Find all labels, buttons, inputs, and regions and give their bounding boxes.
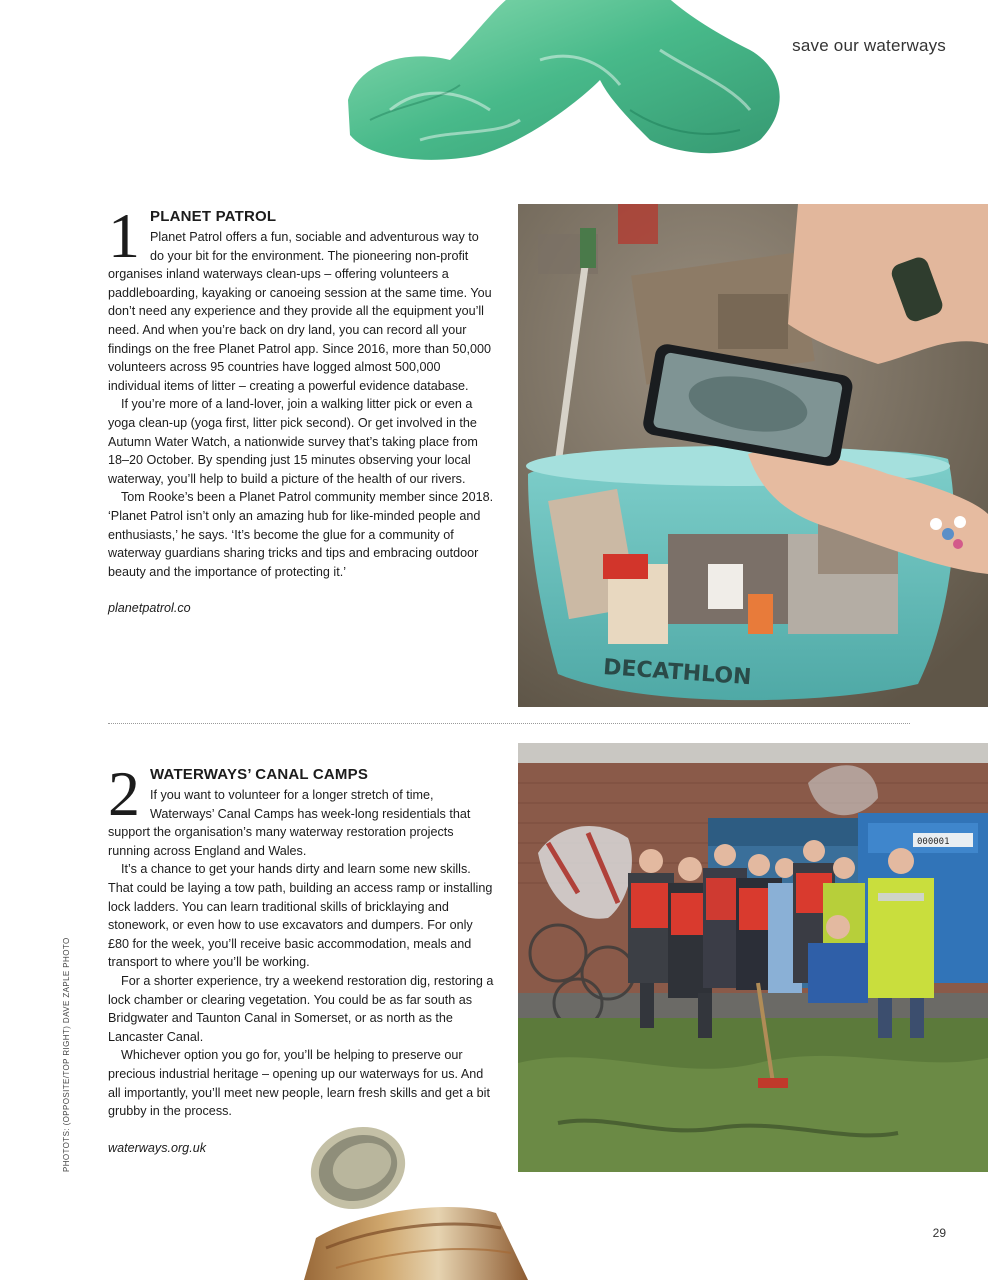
article-number: 2 (108, 758, 140, 829)
article-paragraph: Tom Rooke’s been a Planet Patrol community member since 2018. ‘Planet Patrol isn’t only an amazing hub for like-minded people and enthusiasts,’ he says. ‘It’s become the glue for a community of waterway guardians sharing tricks and tips and embracing outdoor beauty and the importance of protecting it.’ (108, 490, 494, 579)
article-link[interactable]: planetpatrol.co (108, 601, 191, 616)
section-label: save our waterways (792, 36, 946, 55)
article-heading: PLANET PATROL (150, 208, 277, 225)
article-paragraph: Whichever option you go for, you’ll be helping to preserve our precious industrial heritage – opening up our waterways for us. And all importantly, you’ll meet new people, learn fresh skills and get a bit grubby in the process. (108, 1048, 490, 1119)
volunteer-group-photo (518, 743, 988, 1172)
plastic-bag-image (330, 0, 800, 175)
photo-credit: PHOTOTS: (OPPOSITE/TOP RIGHT) DAVE ZAPLE PHOTO (62, 937, 71, 1172)
article-paragraph: It’s a chance to get your hands dirty and learn some new skills. That could be laying a tow path, building an access ramp or installing lock ladders. You can learn traditional skills of bricklaying and stonework, or even how to use excavators and dumpers. For only £80 for the week, you’ll receive basic accommodation, meals and transport to where you’ll be working. (108, 862, 493, 970)
section-divider (108, 723, 910, 724)
article-heading: WATERWAYS’ CANAL CAMPS (150, 766, 369, 783)
article-canal-camps (108, 758, 494, 1157)
article-paragraph: Planet Patrol offers a fun, sociable and adventurous way to do your bit for the environment. The pioneering non-profit organises inland waterways clean-ups – offering volunteers a paddleboarding, kayaking or canoeing session at the same time. You don’t need any experience and they provide all the equipment you’ll need. And when you’re back on dry land, you can record all your findings on the free Planet Patrol app. Since 2016, more than 50,000 volunteers across 95 countries have logged almost 500,000 individual items of litter – creating a powerful evidence database. (108, 230, 492, 393)
rusty-can-image (296, 1118, 528, 1280)
article-paragraph: If you’re more of a land-lover, join a walking litter pick or even a yoga clean-up (yoga first, litter pick second). Or get involved in the Autumn Water Watch, a nationwide survey that’s taking place from 18–20 October. By spending just 15 minutes observing your local waterway, you’ll help to build a picture of the health of our rivers. (108, 397, 478, 486)
article-planet-patrol (108, 200, 494, 618)
litter-bucket-photo (518, 204, 988, 707)
page-number: 29 (932, 1226, 946, 1240)
container-label: 000001 (917, 837, 950, 847)
bucket-brand-text: DECATHLON (602, 655, 753, 691)
article-link[interactable]: waterways.org.uk (108, 1140, 206, 1155)
article-paragraph: For a shorter experience, try a weekend restoration dig, restoring a lock chamber or clearing vegetation. You could be as far south as Bridgwater and Taunton Canal in Somerset, or as north as the Lancaster Canal. (108, 973, 494, 1044)
article-number: 1 (108, 200, 140, 271)
article-paragraph: If you want to volunteer for a longer stretch of time, Waterways’ Canal Camps has week-long residentials that support the organisation’s many waterway restoration projects running across England and Wales. (108, 788, 471, 858)
